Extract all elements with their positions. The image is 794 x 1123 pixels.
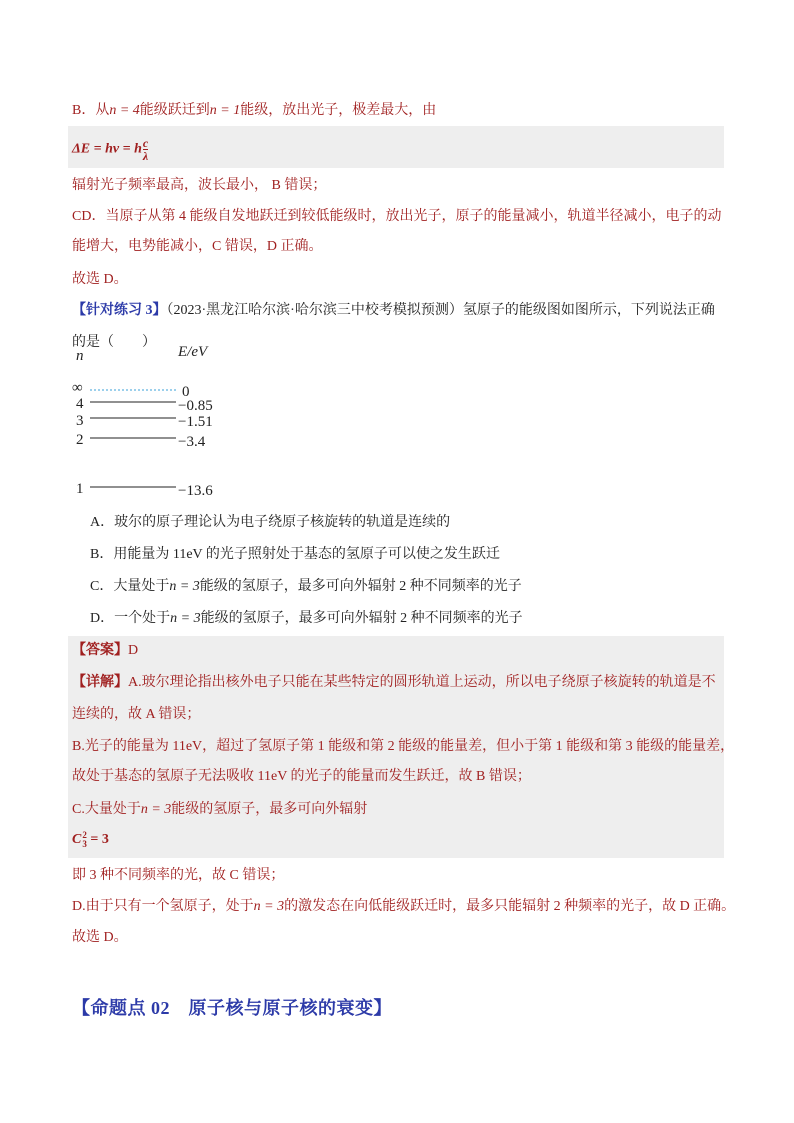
level-n-2: 2	[76, 432, 84, 448]
energy-level-diagram	[70, 340, 270, 500]
level-e-2: −3.4	[178, 434, 206, 450]
solution-b-line: B．从n = 4能级跃迁到n = 1能级，放出光子，极差最大，由	[72, 103, 437, 118]
option-c: C．大量处于n = 3能级的氢原子，最多可向外辐射 2 种不同频率的光子	[90, 579, 522, 594]
detail-a-1: 【详解】A.玻尔理论指出核外电子只能在某些特定的圆形轨道上运动，所以电子绕原子核旋转的轨道是不	[72, 675, 716, 690]
choose-d-line: 故选 D。	[72, 272, 128, 287]
level-e-3: −1.51	[178, 414, 213, 430]
combination-formula: C 2 3 = 3	[72, 829, 109, 849]
level-n-1: 1	[76, 481, 84, 497]
radiate-line: 辐射光子频率最高，波长最小， B 错误；	[72, 178, 327, 193]
e-axis-label: E/eV	[178, 344, 208, 360]
detail-b-1: B.光子的能量为 11eV，超过了氢原子第 1 能级和第 2 能级的能量差，但小于第 1 能级和第 3 能级的能量差，	[72, 739, 735, 754]
detail-b-2: 故处于基态的氢原子无法吸收 11eV 的光子的能量而发生跃迁，故 B 错误；	[72, 769, 531, 784]
level-n-inf: ∞	[72, 380, 83, 396]
level-e-inf: 0	[182, 384, 190, 400]
answer-line: 【答案】D	[72, 643, 139, 658]
cd-line-1: CD．当原子从第 4 能级自发地跃迁到较低能级时，放出光子，原子的能量减小，轨道半径减小，电子的动	[72, 209, 722, 224]
detail-c-3: 即 3 种不同频率的光，故 C 错误；	[72, 868, 285, 883]
level-n-3: 3	[76, 413, 84, 429]
fraction: $\frac{c}{\lambda}$	[142, 136, 149, 163]
option-d: D．一个处于n = 3能级的氢原子，最多可向外辐射 2 种不同频率的光子	[90, 611, 523, 626]
detail-choose: 故选 D。	[72, 930, 128, 945]
level-e-4: −0.85	[178, 398, 213, 414]
combination-indices: 2 3	[82, 829, 87, 849]
energy-formula: ΔE = hν = h $\frac{c}{\lambda}$	[72, 136, 149, 163]
detail-c-1: C.大量处于n = 3能级的氢原子，最多可向外辐射	[72, 802, 368, 817]
cd-line-2: 能增大，电势能减小，C 错误，D 正确。	[72, 239, 323, 254]
detail-d: D.由于只有一个氢原子，处于n = 3的激发态在向低能级跃迁时，最多只能辐射 2 种频率的光子，故 D 正确。	[72, 899, 736, 914]
option-a: A．玻尔的原子理论认为电子绕原子核旋转的轨道是连续的	[90, 515, 451, 530]
formula-band	[68, 126, 724, 168]
level-n-4: 4	[76, 396, 84, 412]
section-heading: 【命题点 02 原子核与原子核的衰变】	[72, 998, 392, 1018]
option-b: B．用能量为 11eV 的光子照射处于基态的氢原子可以使之发生跃迁	[90, 547, 500, 562]
level-e-1: −13.6	[178, 483, 213, 499]
practice-question: 【针对练习 3】（2023·黑龙江哈尔滨·哈尔滨三中校考模拟预测）氢原子的能级图如图所示，下列说法正确	[72, 303, 715, 318]
n-axis-label: n	[76, 348, 84, 364]
practice-question-2: 的是（ ）	[72, 335, 156, 350]
detail-a-2: 连续的，故 A 错误；	[72, 707, 201, 722]
